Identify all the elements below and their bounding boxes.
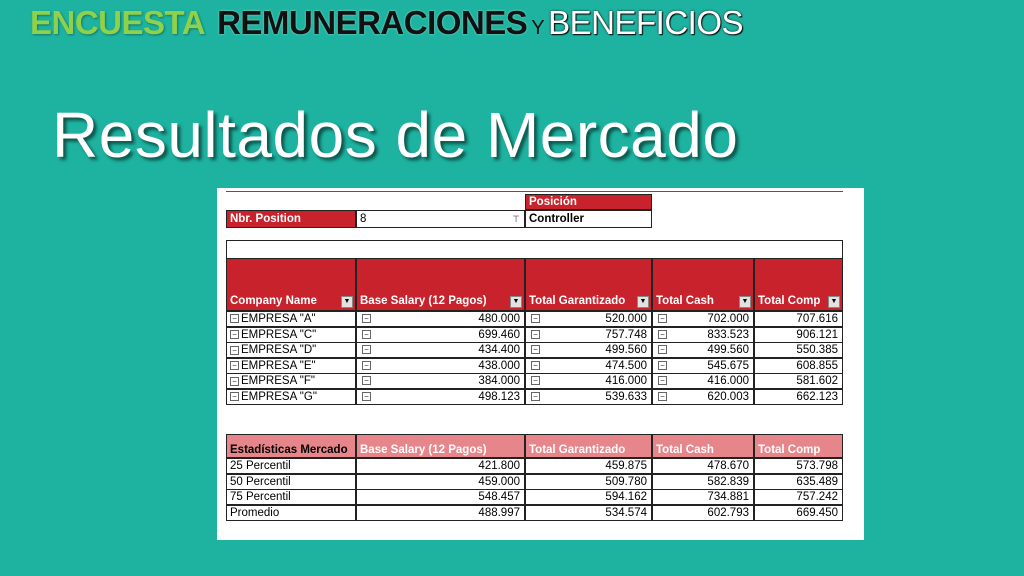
header-y: Y — [531, 17, 545, 39]
companies-header-2[interactable] — [525, 258, 652, 311]
dropdown-arrow-icon[interactable]: ▼ — [637, 296, 649, 308]
companies-header-label: Total Garantizado — [529, 295, 626, 307]
company-value: 416.000 — [707, 375, 749, 388]
header-encuesta: ENCUESTA — [30, 4, 206, 41]
collapse-icon[interactable]: − — [658, 392, 667, 401]
company-value: 480.000 — [478, 313, 520, 325]
company-value-cell — [356, 389, 525, 405]
company-value-cell — [525, 327, 652, 343]
company-value: 581.602 — [796, 375, 838, 388]
company-value-cell — [652, 358, 754, 374]
companies-header-label: Company Name — [230, 295, 317, 307]
company-value-cell — [356, 327, 525, 343]
nbr-position-filter[interactable] — [356, 210, 525, 228]
company-value-cell — [525, 311, 652, 327]
nbr-position-value: 8 — [360, 213, 367, 225]
collapse-icon[interactable]: − — [362, 345, 371, 354]
collapse-icon[interactable]: − — [531, 392, 540, 401]
collapse-icon[interactable]: − — [230, 377, 239, 386]
company-name-cell — [226, 373, 356, 389]
companies-header-1[interactable] — [356, 258, 525, 311]
company-value-cell — [754, 342, 843, 358]
collapse-icon[interactable]: − — [658, 361, 667, 370]
company-value: 620.003 — [707, 391, 749, 403]
company-name: EMPRESA "E" — [241, 359, 316, 372]
stats-cell: 509.780 — [525, 474, 652, 490]
stats-header-label: Base Salary (12 Pagos) — [360, 444, 487, 456]
company-name: EMPRESA "C" — [241, 328, 317, 341]
companies-header-label: Base Salary (12 Pagos) — [360, 295, 487, 307]
stats-header-label: Total Garantizado — [529, 444, 626, 456]
stats-header-label: Estadísticas Mercado — [230, 444, 348, 456]
stats-cell: 635.489 — [754, 474, 843, 490]
company-value: 474.500 — [605, 359, 647, 372]
company-value-cell — [652, 342, 754, 358]
collapse-icon[interactable]: − — [658, 330, 667, 339]
company-value-cell — [356, 373, 525, 389]
company-value: 520.000 — [605, 313, 647, 325]
company-value: 434.400 — [478, 344, 520, 357]
position-header: Posición — [525, 194, 652, 210]
company-value: 608.855 — [796, 359, 838, 372]
stats-cell: 459.875 — [525, 458, 652, 474]
company-name-cell — [226, 342, 356, 358]
collapse-icon[interactable]: − — [658, 314, 667, 323]
company-value-cell — [356, 311, 525, 327]
company-value-cell — [652, 311, 754, 327]
company-value-cell — [754, 373, 843, 389]
spreadsheet-image — [217, 188, 864, 540]
company-value: 662.123 — [796, 391, 838, 403]
company-value: 438.000 — [478, 359, 520, 372]
company-value: 499.560 — [605, 344, 647, 357]
company-value-cell — [754, 358, 843, 374]
company-name-cell — [226, 389, 356, 405]
company-value: 384.000 — [478, 375, 520, 388]
dropdown-arrow-icon[interactable]: ▼ — [828, 296, 840, 308]
stats-cell: 602.793 — [652, 505, 754, 521]
header-beneficios: BENEFICIOS — [548, 4, 743, 41]
stats-cell: 734.881 — [652, 489, 754, 505]
company-value-cell — [525, 389, 652, 405]
stats-cell: Promedio — [226, 505, 356, 521]
collapse-icon[interactable]: − — [362, 376, 371, 385]
company-name-cell — [226, 311, 356, 327]
company-name: EMPRESA "A" — [241, 313, 316, 325]
stats-cell: 669.450 — [754, 505, 843, 521]
companies-header-3[interactable] — [652, 258, 754, 311]
stats-header-label: Total Comp — [758, 444, 821, 456]
stats-header-0 — [226, 434, 356, 458]
company-value-cell — [652, 327, 754, 343]
company-name: EMPRESA "G" — [241, 391, 317, 403]
company-value: 498.123 — [478, 391, 520, 403]
dropdown-arrow-icon[interactable]: ▼ — [510, 296, 522, 308]
collapse-icon[interactable]: − — [230, 346, 239, 355]
stats-cell: 75 Percentil — [226, 489, 356, 505]
stats-header-3 — [652, 434, 754, 458]
stats-cell: 757.242 — [754, 489, 843, 505]
position-value: Controller — [525, 210, 652, 228]
stats-cell: 421.800 — [356, 458, 525, 474]
dropdown-arrow-icon[interactable]: ▼ — [739, 296, 751, 308]
company-name-cell — [226, 358, 356, 374]
stats-cell: 594.162 — [525, 489, 652, 505]
stats-header-1 — [356, 434, 525, 458]
collapse-icon[interactable]: − — [230, 361, 239, 370]
company-value-cell — [754, 311, 843, 327]
company-value: 416.000 — [605, 375, 647, 388]
slide-title: Resultados de Mercado — [52, 99, 739, 171]
companies-header-4[interactable] — [754, 258, 843, 311]
collapse-icon[interactable]: − — [531, 330, 540, 339]
stats-cell: 548.457 — [356, 489, 525, 505]
company-value-cell — [652, 389, 754, 405]
stats-cell: 534.574 — [525, 505, 652, 521]
collapse-icon[interactable]: − — [531, 314, 540, 323]
company-value-cell — [525, 358, 652, 374]
company-value: 702.000 — [707, 313, 749, 325]
stats-cell: 573.798 — [754, 458, 843, 474]
company-value-cell — [356, 342, 525, 358]
table-spacer-row — [226, 240, 843, 258]
company-value-cell — [652, 373, 754, 389]
company-name: EMPRESA "D" — [241, 344, 317, 357]
company-value: 833.523 — [707, 328, 749, 341]
company-name-cell — [226, 327, 356, 343]
stats-cell: 488.997 — [356, 505, 525, 521]
company-value-cell — [525, 373, 652, 389]
collapse-icon[interactable]: − — [362, 314, 371, 323]
sheet-top-border — [226, 191, 843, 192]
company-value-cell — [754, 327, 843, 343]
stats-header-label: Total Cash — [656, 444, 714, 456]
company-value: 499.560 — [707, 344, 749, 357]
company-value: 550.385 — [796, 344, 838, 357]
header-remuneraciones: REMUNERACIONES — [217, 4, 528, 41]
company-value-cell — [356, 358, 525, 374]
collapse-icon[interactable]: − — [531, 376, 540, 385]
company-value-cell — [754, 389, 843, 405]
collapse-icon[interactable]: − — [658, 376, 667, 385]
collapse-icon[interactable]: − — [230, 392, 239, 401]
stats-cell: 459.000 — [356, 474, 525, 490]
company-value: 906.121 — [796, 328, 838, 341]
stats-cell: 582.839 — [652, 474, 754, 490]
company-value: 539.633 — [605, 391, 647, 403]
collapse-icon[interactable]: − — [362, 330, 371, 339]
stats-header-2 — [525, 434, 652, 458]
stats-cell: 478.670 — [652, 458, 754, 474]
collapse-icon[interactable]: − — [531, 345, 540, 354]
collapse-icon[interactable]: − — [362, 392, 371, 401]
stats-cell: 50 Percentil — [226, 474, 356, 490]
companies-header-label: Total Comp — [758, 295, 821, 307]
stats-header-4 — [754, 434, 843, 458]
company-value-cell — [525, 342, 652, 358]
collapse-icon[interactable]: − — [531, 361, 540, 370]
company-name: EMPRESA "F" — [241, 375, 315, 388]
filter-icon[interactable]: ⊤ — [512, 214, 520, 224]
collapse-icon[interactable]: − — [658, 345, 667, 354]
company-value: 699.460 — [478, 328, 520, 341]
company-value: 757.748 — [605, 328, 647, 341]
companies-header-0[interactable] — [226, 258, 356, 311]
collapse-icon[interactable]: − — [230, 330, 239, 339]
collapse-icon[interactable]: − — [230, 314, 239, 323]
stats-cell: 25 Percentil — [226, 458, 356, 474]
dropdown-arrow-icon[interactable]: ▼ — [341, 296, 353, 308]
company-value: 707.616 — [796, 313, 838, 325]
slide-header — [30, 4, 743, 46]
company-value: 545.675 — [707, 359, 749, 372]
nbr-position-label: Nbr. Position — [226, 210, 356, 228]
companies-header-label: Total Cash — [656, 295, 714, 307]
collapse-icon[interactable]: − — [362, 361, 371, 370]
